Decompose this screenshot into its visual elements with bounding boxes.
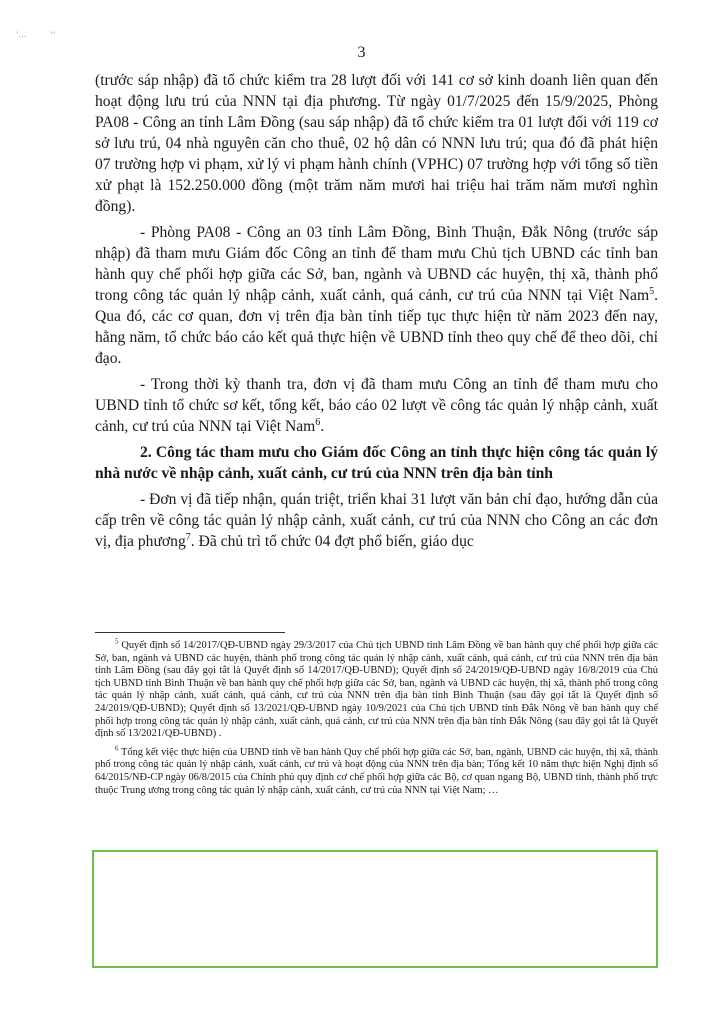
footnote-5-text: Quyết định số 14/2017/QĐ-UBND ngày 29/3/2017 của Chủ tịch UBND tỉnh Lâm Đồng về ban hành quy chế phối hợp giữa các Sở, ban, ngành và UBND các huyện, thành phố trong công tác quản lý nhập cảnh, xuất cảnh, quá cảnh, cư trú của NNN trên địa bàn tỉnh Lâm Đồng (sau đây gọi tắt là Quyết định số 14/2017/QĐ-UBND); Quyết định số 24/2019/QĐ-UBND ngày 16/8/2019 của Chủ tịch UBND tỉnh Bình Thuận về ban hành quy chế phối hợp giữa các Sở, ban, ngành và UBND các huyện, thị xã, thành phố trong công tác quản lý nhập cảnh, xuất cảnh, quá cảnh, cư trú của NNN trên địa bàn tỉnh Bình Thuận (sau đây gọi tắt là Quyết định số 24/2019/QĐ-UBND); Quyết định số 13/2021/QĐ-UBND ngày 10/9/2021 của Chủ tịch UBND tỉnh Đắk Nông về ban hành quy chế phối hợp trong công tác quản lý nhập cảnh, xuất cảnh, quá cảnh, cư trú của NNN trên địa bàn tỉnh Đắk Nông (sau đây gọi tắt là Quyết định số 13/2021/QĐ-UBND) . (95, 640, 658, 740)
footnote-ref-6[interactable]: 6 (315, 416, 321, 428)
footnote-6-text: Tổng kết việc thực hiện của UBND tỉnh về ban hành Quy chế phối hợp giữa các Sở, ban, ngành, UBND các huyện, thị xã, thành phố trong công tác quản lý nhập cảnh, xuất cảnh, cư trú và hoạt động của NNN trên địa bàn; Tổng kết 10 năm thực hiện Nghị định số 64/2015/NĐ-CP ngày 06/8/2015 của Chính phủ quy định cơ chế phối hợp giữa các Bộ, cơ quan ngang Bộ, UBND tỉnh, thành phố trực thuộc Trung ương trong công tác quản lý nhập cảnh, xuất cảnh, cư trú của NNN tại Việt Nam; … (95, 746, 658, 796)
scan-mark-left: ’… (16, 30, 27, 39)
footnote-5 (95, 637, 658, 741)
empty-annotation-box (92, 850, 658, 968)
paragraph-1: (trước sáp nhập) đã tổ chức kiểm tra 28 lượt đối với 141 cơ sở kinh doanh liên quan đến hoạt động lưu trú của NNN tại địa phương. Từ ngày 01/7/2025 đến 15/9/2025, Phòng PA08 - Công an tỉnh Lâm Đồng (sau sáp nhập) đã tổ chức kiểm tra 01 lượt đối với 119 cơ sở lưu trú, 04 nhà nguyên căn cho thuê, 02 hộ dân có NNN lưu trú; qua đó đã phát hiện 07 trường hợp vi phạm, xử lý vi phạm hành chính (VPHC) 07 trường hợp với tổng số tiền xử phạt là 152.250.000 đồng (một trăm năm mươi hai triệu hai trăm năm mươi nghìn đồng). (95, 72, 658, 215)
body-text (95, 70, 658, 557)
footnote-5-mark: 5 (115, 637, 119, 646)
paragraph-2-text-cont: . Qua đó, các cơ quan, đơn vị trên địa bàn tỉnh tiếp tục thực hiện từ năm 2023 đến nay, hằng năm, tổ chức báo cáo kết quả thực hiện về UBND tỉnh theo quy chế để theo dõi, chỉ đạo. (95, 287, 658, 367)
footnote-6-mark: 6 (115, 744, 119, 753)
footnotes (95, 637, 658, 803)
scan-mark-right: ‘’ (50, 30, 56, 39)
section-heading: 2. Công tác tham mưu cho Giám đốc Công an tỉnh thực hiện công tác quản lý nhà nước về nhập cảnh, xuất cảnh, cư trú của NNN trên địa bàn tỉnh (95, 444, 658, 482)
paragraph-3 (95, 374, 658, 437)
paragraph-3-text-cont: . (320, 418, 325, 435)
paragraph-4 (95, 489, 658, 552)
footnote-ref-5[interactable]: 5 (649, 285, 655, 297)
page-number: 3 (357, 44, 366, 61)
footnote-ref-7[interactable]: 7 (185, 531, 191, 543)
paragraph-2 (95, 222, 658, 369)
paragraph-4-text: - Đơn vị đã tiếp nhận, quán triệt, triển khai 31 lượt văn bản chỉ đạo, hướng dẫn của cấp trên về công tác quản lý nhập cảnh, xuất cảnh, cư trú của NNN cho Công an các đơn vị, địa phương (95, 491, 658, 550)
footnote-6 (95, 744, 658, 797)
paragraph-4-text-cont: . Đã chủ trì tổ chức 04 đợt phổ biến, giáo dục (190, 533, 474, 550)
paragraph-2-text: - Phòng PA08 - Công an 03 tỉnh Lâm Đồng, Bình Thuận, Đắk Nông (trước sáp nhập) đã tham mưu Giám đốc Công an tỉnh để tham mưu Chủ tịch UBND các tỉnh ban hành quy chế phối hợp giữa các Sở, ban, ngành và UBND các huyện, thị xã, thành phố trong công tác quản lý nhập cảnh, xuất cảnh, quá cảnh, cư trú của NNN tại Việt Nam (95, 224, 658, 304)
footnote-divider (95, 632, 285, 633)
paragraph-3-text: - Trong thời kỳ thanh tra, đơn vị đã tham mưu Công an tỉnh để tham mưu cho UBND tỉnh tổ chức sơ kết, tổng kết, báo cáo 02 lượt về công tác quản lý nhập cảnh, xuất cảnh, cư trú của NNN tại Việt Nam (95, 376, 658, 435)
